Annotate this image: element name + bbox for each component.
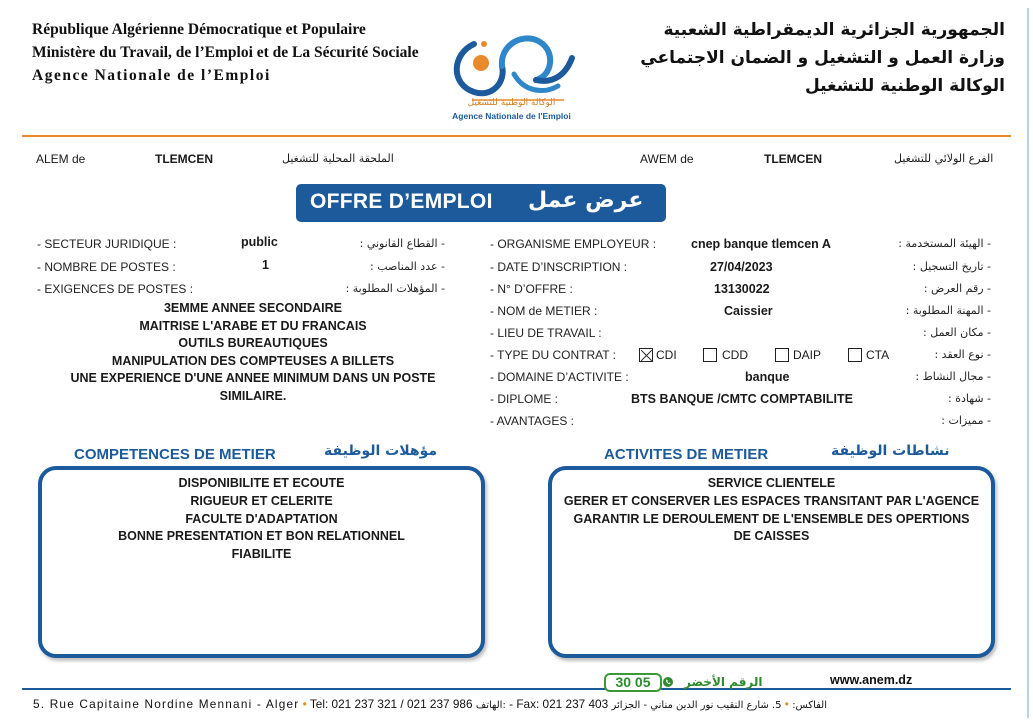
logo-text-ar: الوكالة الوطنية للتشغيل bbox=[467, 98, 556, 108]
awem-value: TLEMCEN bbox=[764, 152, 822, 166]
address-fr: 5. Rue Capitaine Nordine Mennani - Alger bbox=[33, 697, 300, 711]
header-arabic bbox=[640, 16, 1005, 100]
competences-panel bbox=[38, 466, 485, 658]
exigence-item: UNE EXPERIENCE D'UNE ANNEE MINIMUM DANS UN POSTE bbox=[70, 371, 436, 386]
activite-item: GERER ET CONSERVER LES ESPACES TRANSITANT PAR L'AGENCE bbox=[563, 493, 980, 508]
telephone: Tel: 021 237 321 / 021 237 986 bbox=[309, 697, 473, 711]
footer-divider bbox=[22, 688, 1011, 690]
metier-value: Caissier bbox=[724, 304, 773, 318]
contrat-daip-label: DAIP bbox=[793, 348, 822, 362]
secteur-label: - SECTEUR JURIDIQUE : bbox=[37, 237, 177, 251]
contrat-label-ar: - نوع العقد : bbox=[934, 348, 991, 361]
competences-list bbox=[42, 475, 481, 564]
competence-item: DISPONIBILITE ET ECOUTE bbox=[178, 476, 345, 490]
contrat-daip-checkbox[interactable] bbox=[775, 348, 789, 362]
organisme-label-ar: - الهيئة المستخدمة : bbox=[898, 237, 991, 250]
activites-panel bbox=[548, 466, 995, 658]
offer-title-fr: OFFRE D’EMPLOI bbox=[310, 190, 493, 213]
alem-label-ar: الملحقة المحلية للتشغيل bbox=[282, 152, 394, 165]
contrat-cdd-label: CDD bbox=[722, 348, 748, 362]
secteur-label-ar: - القطاع القانوني : bbox=[359, 237, 445, 250]
header-divider bbox=[22, 135, 1011, 137]
phone-icon bbox=[663, 677, 673, 687]
agency-name: Agence Nationale de l’Emploi bbox=[32, 67, 271, 84]
website-link[interactable]: www.anem.dz bbox=[830, 673, 913, 687]
offre-value: 13130022 bbox=[714, 282, 770, 296]
activite-item: GARANTIR LE DEROULEMENT DE L'ENSEMBLE DES OPERTIONS bbox=[573, 511, 970, 526]
green-number-label-ar: الرقم الأخضر bbox=[684, 675, 763, 689]
domaine-label-ar: - مجال النشاط : bbox=[915, 370, 991, 383]
activites-title-ar: نشاطات الوظيفة bbox=[831, 443, 950, 459]
separator-dot-icon: • bbox=[302, 697, 307, 711]
contrat-label: - TYPE DU CONTRAT : bbox=[490, 348, 617, 362]
contrat-cdd-checkbox[interactable] bbox=[703, 348, 717, 362]
diplome-label: - DIPLOME : bbox=[490, 392, 559, 406]
metier-label: - NOM de METIER : bbox=[490, 304, 598, 318]
activite-item: DE CAISSES bbox=[733, 529, 810, 544]
diplome-value: BTS BANQUE /CMTC COMPTABILITE bbox=[631, 392, 853, 406]
contrat-cta-checkbox[interactable] bbox=[848, 348, 862, 362]
postes-label: - NOMBRE DE POSTES : bbox=[37, 260, 176, 274]
date-label-ar: - تاريخ التسجيل : bbox=[912, 260, 991, 273]
fax-ar: الفاكس: bbox=[792, 700, 827, 711]
postes-label-ar: - عدد المناصب : bbox=[370, 260, 445, 273]
exigence-item: SIMILAIRE. bbox=[219, 388, 287, 403]
exigences-label: - EXIGENCES DE POSTES : bbox=[37, 282, 194, 296]
awem-label-ar: الفرع الولائي للتشغيل bbox=[894, 152, 994, 165]
contrat-cdi-checkbox[interactable] bbox=[639, 348, 653, 362]
alem-label: ALEM de bbox=[36, 152, 86, 166]
competence-item: FIABILITE bbox=[231, 547, 292, 562]
offer-title-ar: عرض عمل bbox=[528, 188, 644, 213]
competence-item: BONNE PRESENTATION ET BON RELATIONNEL bbox=[118, 529, 405, 544]
awem-label: AWEM de bbox=[640, 152, 694, 166]
activites-title: ACTIVITES DE METIER bbox=[604, 446, 769, 463]
green-number: 30 05 bbox=[615, 674, 651, 690]
date-value: 27/04/2023 bbox=[710, 260, 773, 274]
competence-item: RIGUEUR ET CELERITE bbox=[190, 493, 333, 508]
republic-name: République Algérienne Démocratique et Populaire bbox=[32, 21, 366, 38]
metier-label-ar: - المهنة المطلوبة : bbox=[905, 304, 991, 317]
exigence-item: MAITRISE L'ARABE ET DU FRANCAIS bbox=[139, 318, 367, 333]
offer-title-banner bbox=[296, 184, 666, 222]
contrat-cdi-label: CDI bbox=[656, 348, 677, 362]
address-ar: 5. شارع النقيب نور الدين مناني - الجزائر bbox=[611, 700, 782, 711]
exigence-item: MANIPULATION DES COMPTEUSES A BILLETS bbox=[111, 353, 395, 368]
competences-title: COMPETENCES DE METIER bbox=[74, 446, 276, 463]
fax: - Fax: 021 237 403 bbox=[509, 697, 609, 711]
ministry-name: Ministère du Travail, de l’Emploi et de La Sécurité Sociale bbox=[32, 44, 419, 61]
republic-name-ar: الجمهورية الجزائرية الديمقراطية الشعبية bbox=[663, 20, 1005, 40]
organisme-value: cnep banque tlemcen A bbox=[691, 237, 831, 251]
agency-name-ar: الوكالة الوطنية للتشغيل bbox=[804, 76, 1005, 96]
header-french bbox=[32, 18, 419, 87]
green-number-box bbox=[604, 673, 662, 692]
competences-title-ar: مؤهلات الوظيفة bbox=[324, 443, 438, 459]
domaine-label: - DOMAINE D’ACTIVITE : bbox=[490, 370, 629, 384]
activites-list bbox=[552, 475, 991, 546]
postes-value: 1 bbox=[262, 258, 269, 272]
ministry-name-ar: وزارة العمل و التشغيل و الضمان الاجتماعي bbox=[640, 48, 1005, 68]
offre-label: - N° D’OFFRE : bbox=[490, 282, 573, 296]
footer-address bbox=[33, 697, 827, 711]
page-edge-line bbox=[1027, 8, 1029, 718]
logo-text-fr: Agence Nationale de l'Emploi bbox=[452, 111, 571, 121]
secteur-value: public bbox=[241, 235, 278, 249]
exigences-label-ar: - المؤهلات المطلوبة : bbox=[345, 282, 445, 295]
diplome-label-ar: - شهادة : bbox=[948, 392, 991, 405]
avantages-label-ar: - مميزات : bbox=[941, 414, 991, 427]
exigence-item: OUTILS BUREAUTIQUES bbox=[178, 336, 328, 351]
contrat-cta-label: CTA bbox=[866, 348, 890, 362]
alem-value: TLEMCEN bbox=[155, 152, 213, 166]
activite-item: SERVICE CLIENTELE bbox=[707, 476, 836, 490]
competence-item: FACULTE D'ADAPTATION bbox=[185, 511, 338, 526]
offre-label-ar: - رقم العرض : bbox=[923, 282, 991, 295]
organisme-label: - ORGANISME EMPLOYEUR : bbox=[490, 237, 657, 251]
separator-dot-icon: • bbox=[784, 697, 789, 711]
anem-logo-icon bbox=[444, 14, 584, 126]
avantages-label: - AVANTAGES : bbox=[490, 414, 575, 428]
date-label: - DATE D’INSCRIPTION : bbox=[490, 260, 628, 274]
domaine-value: banque bbox=[745, 370, 790, 384]
exigence-item: 3EMME ANNEE SECONDAIRE bbox=[163, 301, 343, 315]
lieu-label-ar: - مكان العمل : bbox=[923, 326, 991, 339]
telephone-ar: الهاتف: bbox=[475, 700, 506, 711]
exigences-list bbox=[28, 300, 478, 406]
lieu-label: - LIEU DE TRAVAIL : bbox=[490, 326, 602, 340]
